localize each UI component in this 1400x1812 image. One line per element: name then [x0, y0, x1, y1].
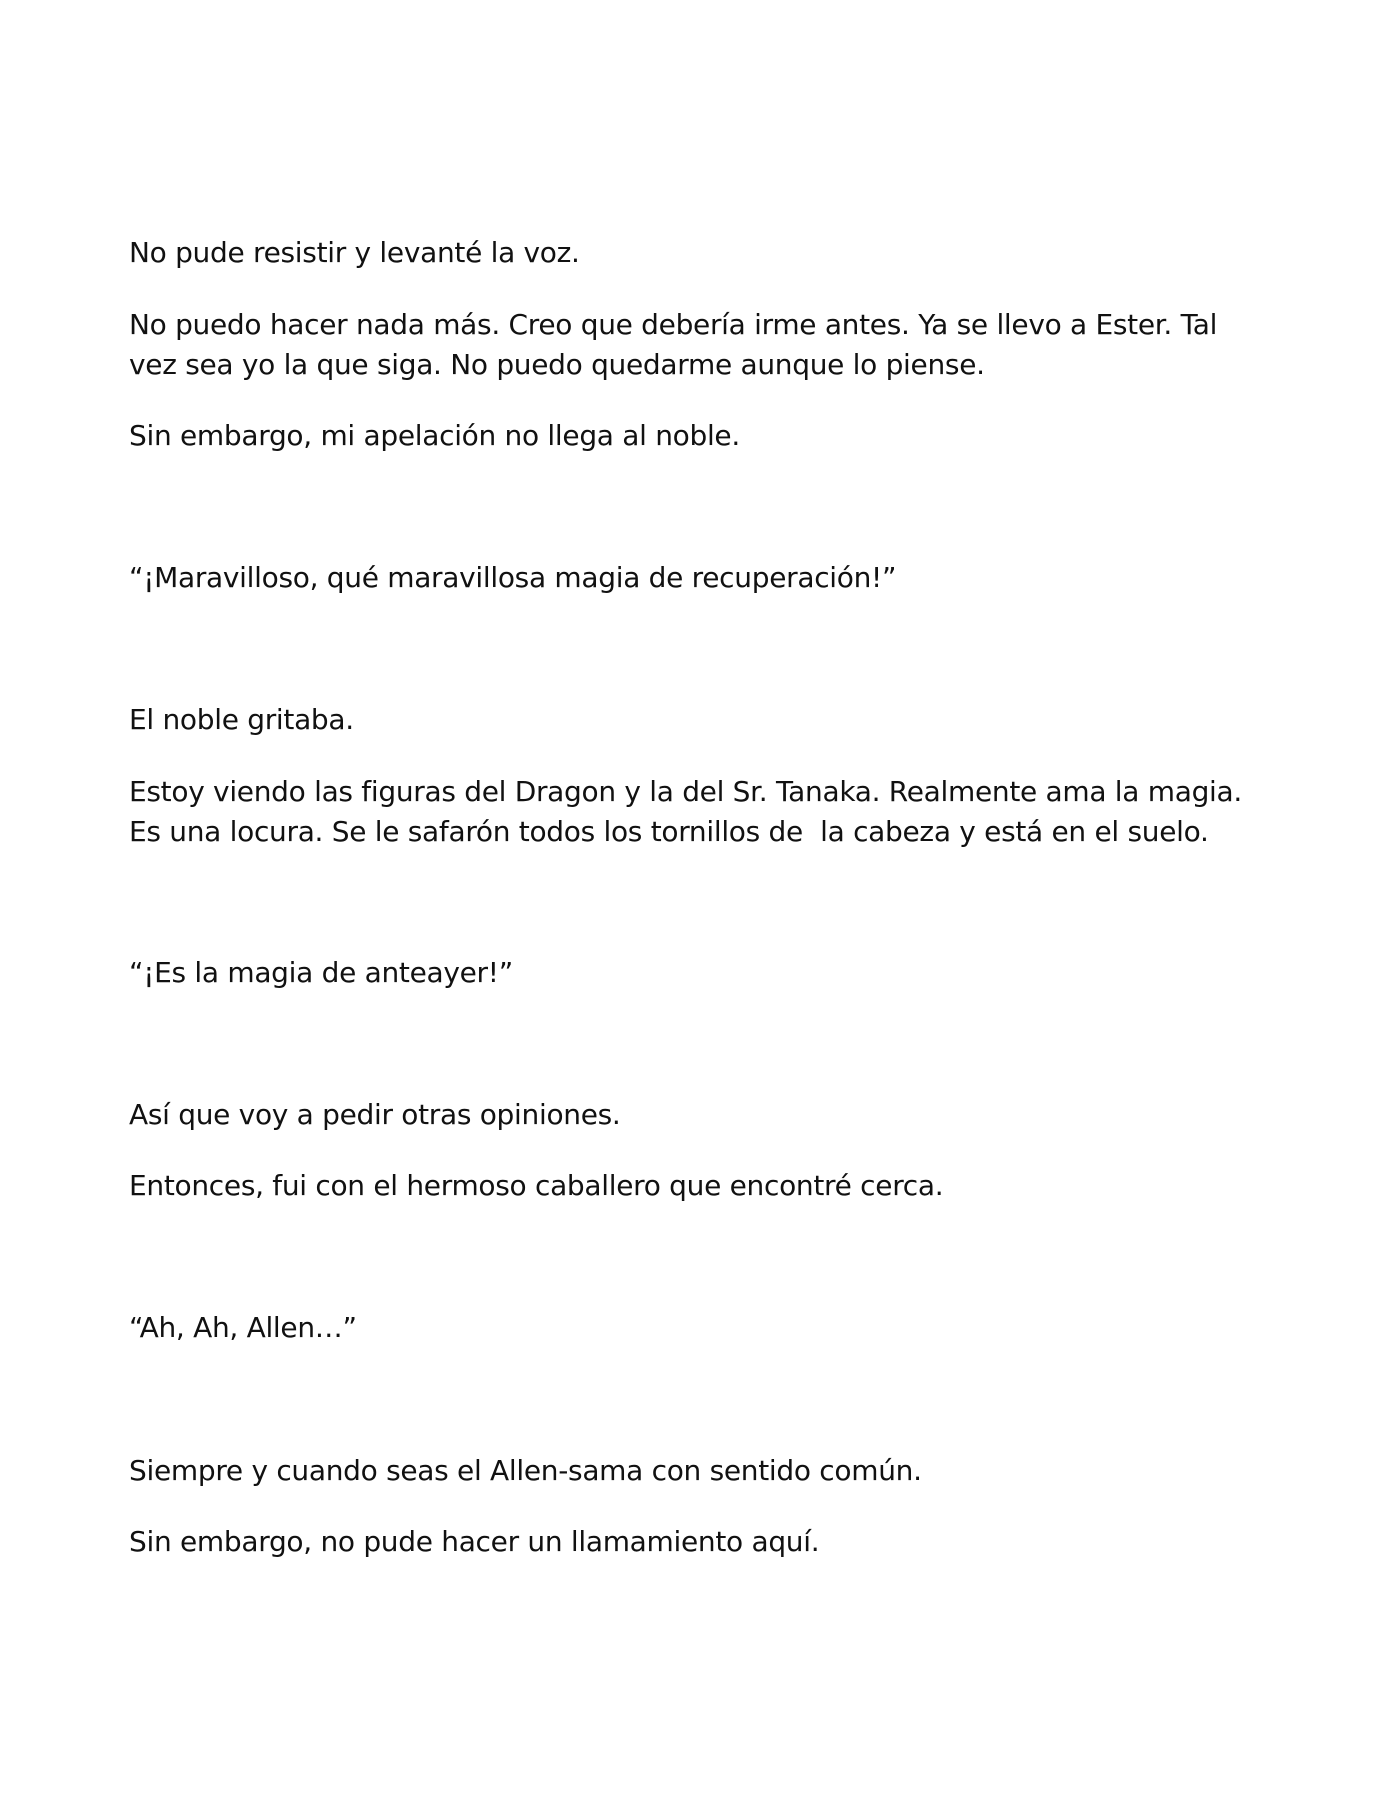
paragraph-4: El noble gritaba.: [129, 703, 354, 736]
paragraph-5: Estoy viendo las figuras del Dragon y la del Sr. Tanaka. Realmente ama la magia. Es una locura. Se le safarón todos los tornillos de la cabeza y está en el suelo.: [129, 775, 1251, 848]
paragraph-8: Siempre y cuando seas el Allen-sama con sentido común.: [129, 1454, 922, 1487]
dialogue-2: “¡Es la magia de anteayer!”: [129, 956, 513, 989]
paragraph-7: Entonces, fui con el hermoso caballero que encontré cerca.: [129, 1169, 944, 1202]
paragraph-2: No puedo hacer nada más. Creo que debería irme antes. Ya se llevo a Ester. Tal vez sea yo la que siga. No puedo quedarme aunque lo piense.: [129, 308, 1226, 381]
paragraph-9: Sin embargo, no pude hacer un llamamiento aquí.: [129, 1525, 820, 1558]
dialogue-1: “¡Maravilloso, qué maravillosa magia de recuperación!”: [129, 561, 897, 594]
paragraph-3: Sin embargo, mi apelación no llega al noble.: [129, 419, 740, 452]
dialogue-3: “Ah, Ah, Allen…”: [129, 1311, 357, 1344]
paragraph-6: Así que voy a pedir otras opiniones.: [129, 1098, 621, 1131]
paragraph-1: No pude resistir y levanté la voz.: [129, 236, 580, 269]
